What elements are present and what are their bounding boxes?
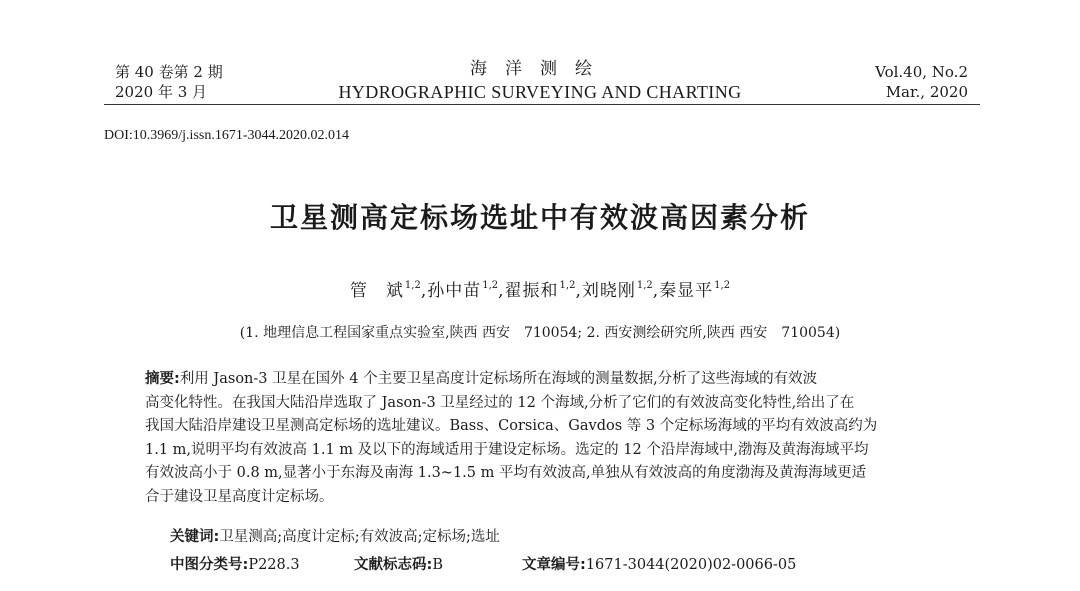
abstract-line: 有效波高小于 0.8 m,显著小于东海及南海 1.3~1.5 m 平均有效波高,单独从有效波高的角度渤海及黄海海域更适 bbox=[145, 465, 867, 481]
abstract-line: 高变化特性。在我国大陆沿岸选取了 Jason-3 卫星经过的 12 个海域,分析了它们的有效波高变化特性,给出了在 bbox=[145, 394, 855, 411]
journal-name-cn: 海洋测绘 bbox=[470, 59, 610, 79]
issue-info-en bbox=[875, 62, 968, 102]
author-name: 秦显平 bbox=[659, 281, 714, 301]
doi[interactable]: DOI:10.3969/j.issn.1671-3044.2020.02.014 bbox=[104, 128, 349, 143]
article-number bbox=[522, 553, 796, 574]
abstract-line: 合于建设卫星高度计定标场。 bbox=[145, 488, 334, 505]
author-name: 刘晓刚 bbox=[581, 281, 636, 301]
author-affiliation-mark: 1,2 bbox=[559, 280, 576, 291]
keywords bbox=[170, 525, 500, 546]
author bbox=[505, 281, 576, 301]
keywords-label: 关键词: bbox=[170, 529, 220, 545]
author bbox=[350, 281, 421, 301]
author bbox=[427, 281, 498, 301]
document-code-value: B bbox=[432, 557, 443, 573]
paper-title: 卫星测高定标场选址中有效波高因素分析 bbox=[269, 201, 810, 234]
author-affiliation-mark: 1,2 bbox=[714, 280, 731, 291]
abstract bbox=[145, 368, 945, 509]
issue-volume: 第 40 卷第 2 期 bbox=[115, 63, 223, 81]
clc-value: P228.3 bbox=[248, 557, 300, 573]
author-separator: , bbox=[498, 281, 505, 301]
abstract-line bbox=[145, 368, 945, 392]
issue-date: 2020 年 3 月 bbox=[115, 83, 208, 101]
author-separator: , bbox=[575, 281, 582, 301]
abstract-line: 我国大陆沿岸建设卫星测高定标场的选址建议。Bass、Corsica、Gavdos 等 3 个定标场海域的平均有效波高约为 bbox=[145, 418, 878, 434]
document-code-label: 文献标志码: bbox=[354, 557, 433, 573]
clc-label: 中图分类号: bbox=[170, 557, 249, 573]
journal-name-en: HYDROGRAPHIC SURVEYING AND CHARTING bbox=[338, 82, 742, 102]
abstract-label: 摘要: bbox=[145, 371, 180, 387]
clc-number bbox=[170, 553, 300, 574]
author-name: 翟振和 bbox=[504, 281, 559, 301]
author-affiliation-mark: 1,2 bbox=[636, 280, 653, 291]
header-divider bbox=[104, 104, 980, 105]
author-name: 孙中苗 bbox=[427, 281, 482, 301]
article-number-label: 文章编号: bbox=[522, 557, 586, 573]
author-affiliation-mark: 1,2 bbox=[482, 280, 499, 291]
issue-volume-en: Vol.40, No.2 bbox=[875, 63, 968, 81]
issue-date-en: Mar., 2020 bbox=[885, 83, 968, 101]
author-list bbox=[0, 276, 1080, 301]
author-affiliation-mark: 1,2 bbox=[404, 280, 421, 291]
author-separator: , bbox=[420, 281, 428, 301]
author bbox=[659, 281, 730, 301]
author-separator: , bbox=[652, 281, 660, 301]
article-number-value: 1671-3044(2020)02-0066-05 bbox=[585, 557, 797, 573]
keywords-value: 卫星测高;高度计定标;有效波高;定标场;选址 bbox=[219, 529, 500, 545]
affiliations: (1. 地理信息工程国家重点实验室,陕西 西安 710054; 2. 西安测绘研究所,陕西 西安 710054) bbox=[239, 325, 841, 341]
author bbox=[582, 281, 653, 301]
author-name: 管 斌 bbox=[349, 281, 404, 301]
abstract-line: 1.1 m,说明平均有效波高 1.1 m 及以下的海域适用于建设定标场。选定的 12 个沿岸海域中,渤海及黄海海域平均 bbox=[145, 441, 869, 458]
document-code bbox=[354, 553, 443, 574]
abstract-text: 利用 Jason-3 卫星在国外 4 个主要卫星高度计定标场所在海域的测量数据,分析了这些海域的有效波 bbox=[179, 371, 818, 387]
